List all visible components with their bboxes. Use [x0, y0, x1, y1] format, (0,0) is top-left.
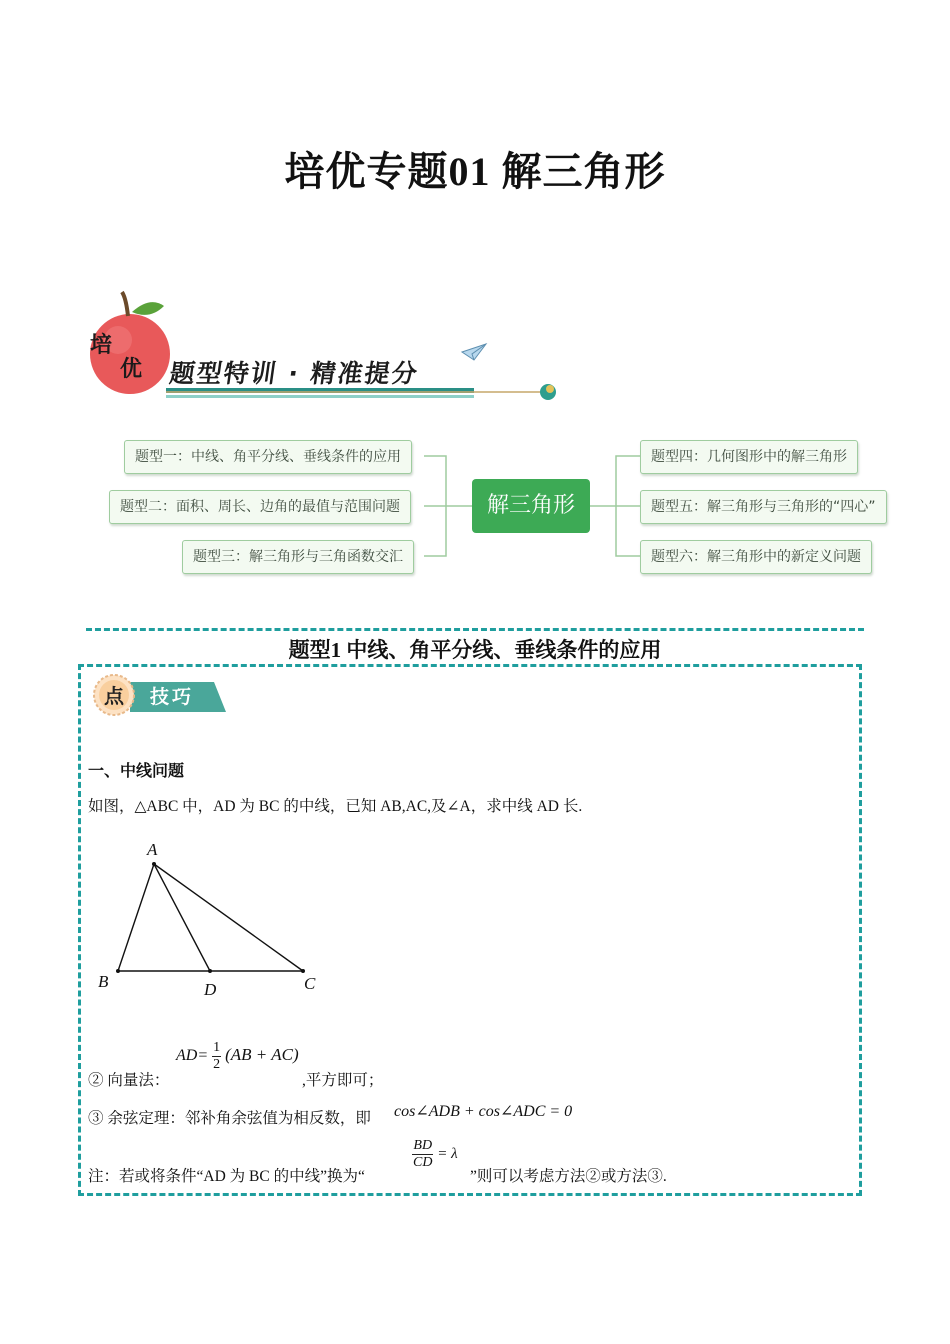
method2-frac-den: 2 [213, 1057, 221, 1072]
method2-suffix: ,平方即可； [302, 1072, 384, 1089]
note-formula [412, 1138, 458, 1171]
method2-lhs: AD= [176, 1047, 209, 1065]
method3-formula: cos∠ADB + cos∠ADC = 0 [394, 1103, 573, 1120]
mindmap-center: 解三角形 [472, 479, 590, 533]
section-title: 题型1 中线、角平分线、垂线条件的应用 [288, 638, 662, 662]
method2-rhs: (AB + AC) [225, 1045, 299, 1065]
logo-char-1: 培 [90, 333, 113, 358]
mindmap-item-type1: 题型一：中线、角平分线、垂线条件的应用 [124, 440, 412, 474]
logo-char-2: 优 [120, 357, 143, 382]
note-eq: = λ [437, 1145, 458, 1162]
note-fraction [412, 1138, 433, 1171]
method2-formula [176, 1040, 299, 1073]
mindmap-item-type3: 题型三：解三角形与三角函数交汇 [182, 540, 414, 574]
note-frac-den: CD [413, 1155, 433, 1170]
method2-fraction [212, 1040, 221, 1073]
label-b: B [98, 972, 109, 991]
label-a: A [147, 840, 158, 859]
label-d: D [204, 980, 217, 999]
intro-text: 如图，△ABC 中，AD 为 BC 的中线，已知 AB,AC,及∠A，求中线 AD 长. [88, 798, 583, 815]
method2-label: ② 向量法： [88, 1072, 170, 1089]
page-title: 培优专题01 解三角形 [284, 149, 666, 194]
method3-label: ③ 余弦定理：邻补角余弦值为相反数，即 [88, 1110, 371, 1127]
mindmap-item-type2: 题型二：面积、周长、边角的最值与范围问题 [109, 490, 411, 524]
mindmap-item-type5: 题型五：解三角形与三角形的“四心” [640, 490, 887, 524]
mindmap-item-type4: 题型四：几何图形中的解三角形 [640, 440, 858, 474]
note-frac-num: BD [413, 1138, 433, 1153]
tip-label: 技巧 [150, 686, 195, 708]
note-prefix: 注：若或将条件“AD 为 BC 的中线”换为“ [88, 1168, 365, 1185]
method2-frac-num: 1 [213, 1040, 221, 1055]
label-c: C [304, 974, 316, 993]
note-suffix: ”则可以考虑方法②或方法③. [470, 1168, 667, 1185]
tip-badge-char: 点 [104, 684, 124, 708]
mindmap-item-type6: 题型六：解三角形中的新定义问题 [640, 540, 872, 574]
section-top-divider [86, 628, 864, 631]
heading-median: 一、中线问题 [88, 761, 185, 780]
banner-text: 题型特训 · 精准提分 [167, 359, 421, 388]
